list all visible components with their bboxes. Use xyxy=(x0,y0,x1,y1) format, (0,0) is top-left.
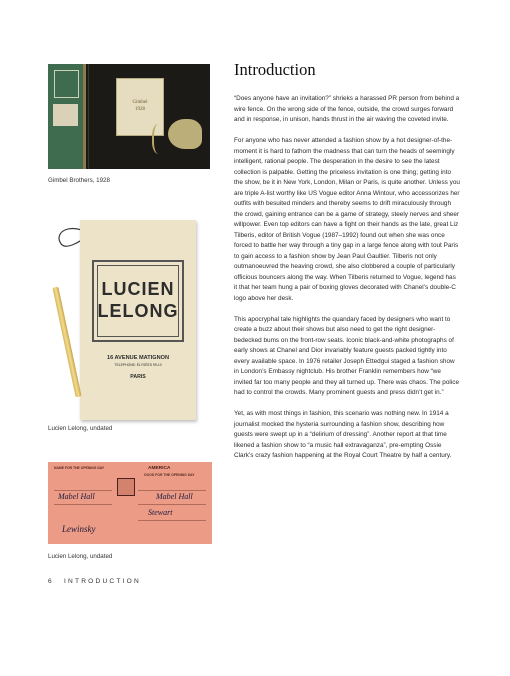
booklet-label xyxy=(54,70,79,98)
invite-handwriting-right: Mabel Hall xyxy=(156,492,193,501)
page-title: Introduction xyxy=(234,60,316,79)
gimbel-card-line2: 1928 xyxy=(135,107,145,112)
paragraph: “Does anyone have an invitation?” shrieks a harassed PR person from behind a wire fence. On the wrong side of the fence, outside, the crowd surges forward and in response, in unison, hands thrust in the air waving the coveted invite. xyxy=(234,95,460,123)
decorative-flower xyxy=(168,119,202,149)
brand-line1: LUCIEN xyxy=(101,279,175,299)
invite-logo xyxy=(117,478,135,496)
invite-title: AMERICA xyxy=(148,466,171,471)
invite-left-header: NAME FOR THE OPENING DAY xyxy=(54,466,105,470)
invite-signature: Lewinsky xyxy=(62,524,96,534)
booklet-cover xyxy=(80,220,196,420)
page-number: 6 xyxy=(48,578,52,585)
brand-line2: LELONG xyxy=(97,301,179,321)
running-footer: INTRODUCTION xyxy=(64,578,141,585)
booklet-card xyxy=(53,104,78,126)
paragraph: This apocryphal tale highlights the quandary faced by designers who want to create a buzz about their shows but also need to get the right designer-bedecked bums on the front-row seats. Iconic black-and-white photographs of early shows at Chanel and Dior invariably feature guests packed tightly into every available space. In 1976 retailer Joseph Ettedgui staged a fashion show in London’s Embassy nightclub. His brother Franklin remembers how “we invited far too many people and they all turned up. There was chaos. The police had to control the crowds. Many prominent guests and press didn’t get in.” xyxy=(234,315,459,396)
body-text xyxy=(234,94,460,472)
decorative-swirl xyxy=(152,124,168,154)
gimbel-card-line1: Gimbel xyxy=(132,100,148,105)
invite-handwriting-name: Mabel Hall xyxy=(58,492,95,501)
invite-signature-right: Stewart xyxy=(148,508,173,517)
caption-lelong: Lucien Lelong, undated xyxy=(48,425,113,432)
binding-rod xyxy=(83,64,86,169)
caption-invite: Lucien Lelong, undated xyxy=(48,553,113,560)
caption-gimbel: Gimbel Brothers, 1928 xyxy=(48,177,110,184)
booklet-city: PARIS xyxy=(130,374,146,380)
booklet-address: 16 AVENUE MATIGNON xyxy=(106,355,170,361)
green-booklet-cover xyxy=(48,64,83,169)
invitation-card xyxy=(48,462,212,544)
booklet-telephone: TELEPHONE: ÉLYSÉES 99-10 xyxy=(114,363,162,367)
lucien-lelong-booklet xyxy=(50,212,200,422)
invite-sub: GOOD FOR THE OPENING DAY xyxy=(144,473,195,477)
pencil xyxy=(52,287,81,398)
paragraph: Yet, as with most things in fashion, this scenario was nothing new. In 1914 a journalist mocked the hysteria surrounding a fashion show, describing how guests were swept up in a “delirium of dressing”. Another report at that time likened a fashion show to “a music hall extravaganza”, pre-empting Ossie Clark’s crazy fashion happening at the Royal Court Theatre by half a century. xyxy=(234,410,452,459)
brand-frame xyxy=(92,260,184,342)
cover-edge xyxy=(88,64,89,169)
paragraph: For anyone who has never attended a fashion show by a hot designer-of-the-moment it is hard to fathom the madness that can turn the heads of seemingly intelligent, rational people. The desperation in the desire to see the latest collection is palpable. Getting the priceless invitation is one thing; getting into the show, be it in New York, London, Milan or Paris, is quite another. Unless you are triple A-list worthy like US Vogue editor Anna Wintour, who accessorizes her outfits with besuited minders and thereby seems to drift miraculously through the crowd, gaining entrance can be a game of strategy, steely nerves and sheer willpower. Even top editors can have a fight on their hands as the late, great Liz Tilberis, editor of British Vogue (1987–1992) found out when she was once forced to battle her way through a tiny gap in a large fence along with tout Paris to gain access to a fashion show by Jean Paul Gaultier. Tilberis not only outmanoeuvred the heaving crowd, she also clobbered a couple of particularly officious bouncers along the way. When Tilberis returned to Vogue, legend has it that her team hung a pair of boxing gloves decorated with Chanel’s double-C logo above her desk. xyxy=(234,137,460,302)
gimbel-brothers-photo xyxy=(48,64,210,169)
